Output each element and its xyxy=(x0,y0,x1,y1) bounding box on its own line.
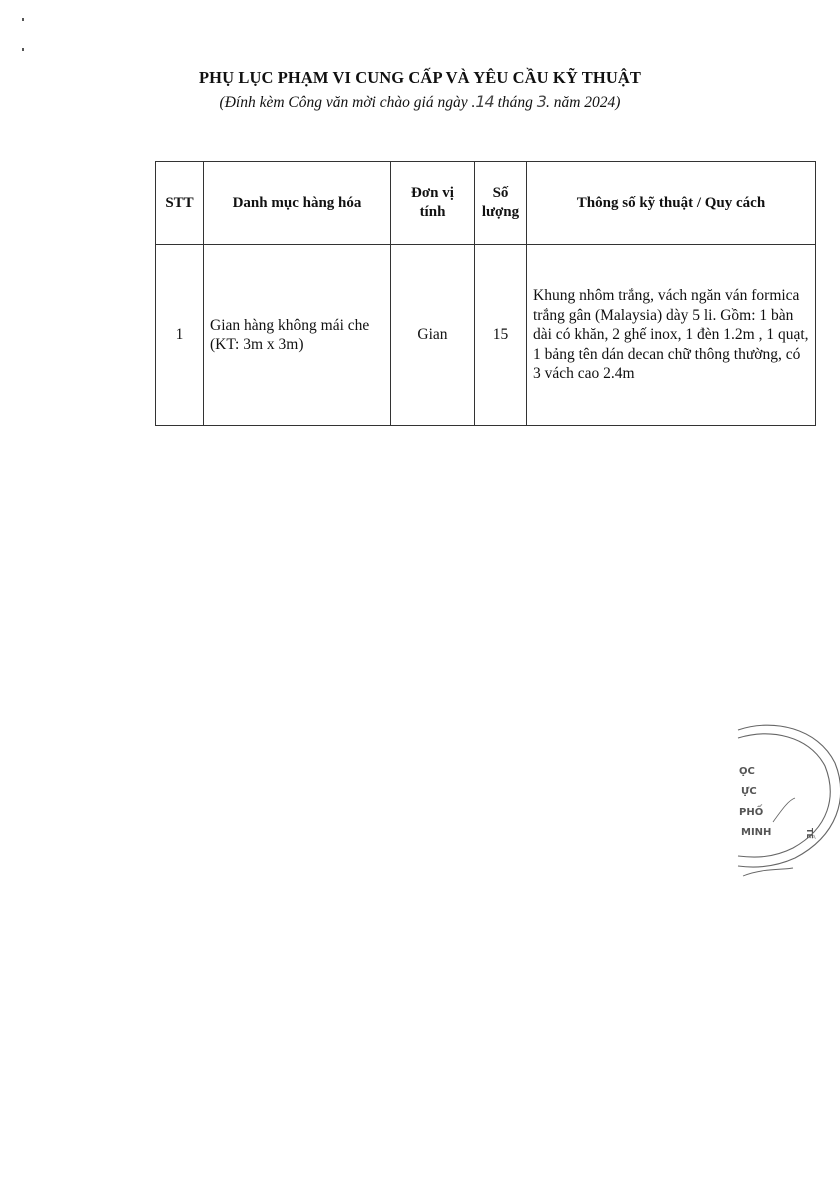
table-header-row xyxy=(156,162,816,245)
specification-table xyxy=(155,161,816,426)
header-unit-line2: tính xyxy=(419,204,446,220)
stamp-text: TẾ xyxy=(805,828,814,839)
document-title: PHỤ LỤC PHẠM VI CUNG CẤP VÀ YÊU CẦU KỸ THUẬT xyxy=(199,68,641,87)
cell-unit: Gian xyxy=(391,245,475,426)
subtitle-mid: tháng xyxy=(493,94,537,111)
header-spec: Thông số kỹ thuật / Quy cách xyxy=(527,162,816,245)
header-stt: STT xyxy=(156,162,204,245)
header-qty-line2: lượng xyxy=(481,204,520,220)
header-qty xyxy=(475,162,527,245)
cell-qty: 15 xyxy=(475,245,527,426)
header-unit-line1: Đơn vị xyxy=(411,185,454,201)
scan-mark xyxy=(22,18,24,21)
cell-spec: Khung nhôm trắng, vách ngăn ván formica trắng gân (Malaysia) dày 5 li. Gồm: 1 bàn dài có khăn, 2 ghế inox, 1 đèn 1.2m , 1 quạt, 1 bảng tên dán decan chữ thông thường, có 3 vách cao 2.4m xyxy=(527,245,816,426)
header-unit xyxy=(391,162,475,245)
stamp-text: PHỐ xyxy=(739,807,764,818)
header-qty-line1: Số xyxy=(492,185,509,201)
subtitle-prefix: (Đính kèm Công văn mời chào giá ngày . xyxy=(219,94,476,111)
header-item: Danh mục hàng hóa xyxy=(204,162,391,245)
cell-stt: 1 xyxy=(156,245,204,426)
stamp-text: ỰC xyxy=(741,786,757,797)
cell-item: Gian hàng không mái che (KT: 3m x 3m) xyxy=(204,245,391,426)
table-row xyxy=(156,245,816,426)
subtitle-suffix: . năm 2024) xyxy=(545,94,621,111)
scan-mark xyxy=(22,48,24,51)
document-subtitle xyxy=(0,92,840,112)
official-stamp xyxy=(733,718,840,878)
stamp-text: ỌC xyxy=(739,766,755,777)
handwritten-month: 3 xyxy=(536,92,546,111)
handwritten-day: 14 xyxy=(475,92,494,111)
stamp-text: MINH xyxy=(741,827,772,838)
